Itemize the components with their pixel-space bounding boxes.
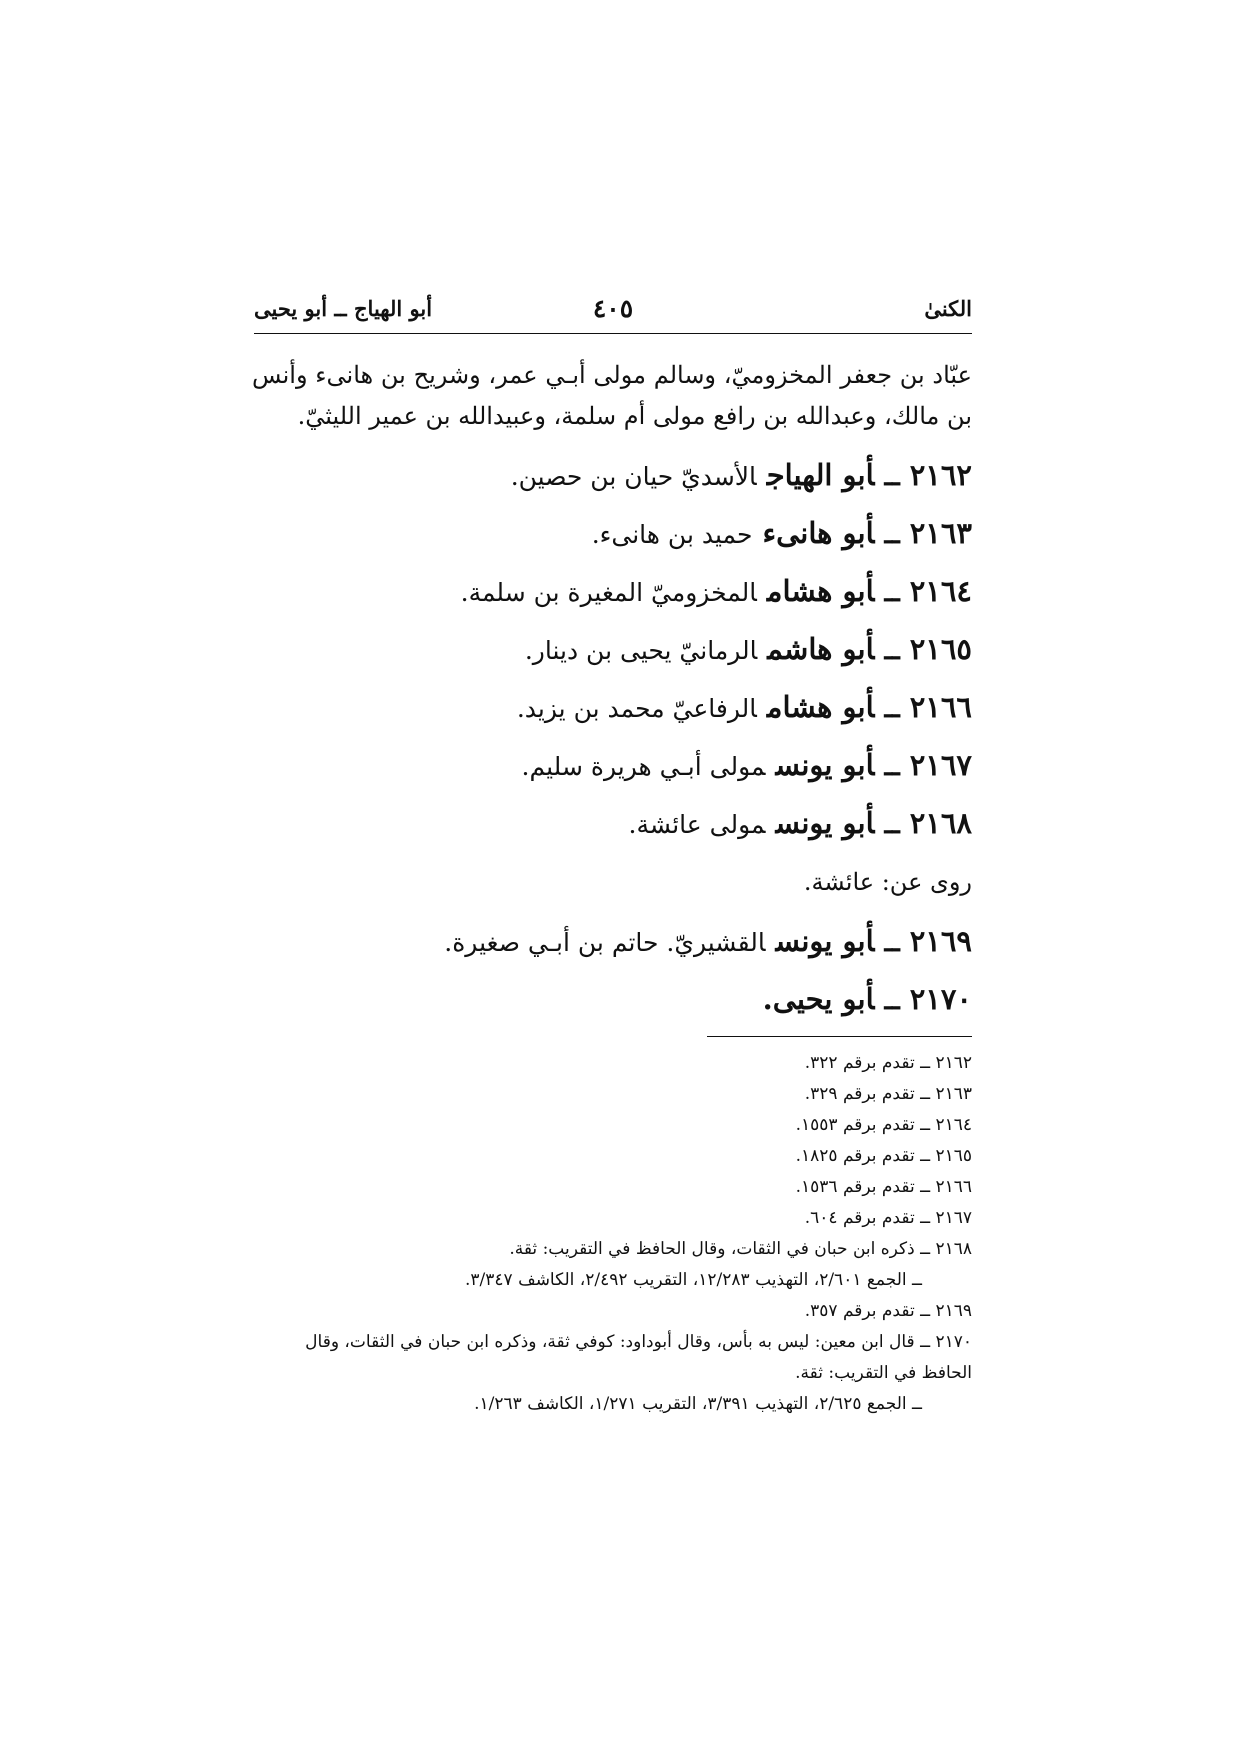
entry-dash: ــ: [884, 520, 900, 550]
entry-dash: ــ: [884, 928, 900, 958]
footnote-text: ــ ذكره ابن حبان في الثقات، وقال الحافظ في التقريب: ثقة.: [509, 1239, 931, 1259]
footnote: [250, 1172, 972, 1203]
footnote-text: ــ تقدم برقم ١٥٥٣.: [795, 1115, 931, 1135]
footnote-text: ــ الجمع ٢/٦٢٥، التهذيب ٣/٣٩١، التقريب ١/٢٧١، الكاشف ١/٢٦٣.: [474, 1394, 922, 1414]
footnote: [250, 1296, 972, 1327]
entry-text: الرفاعيّ محمد بن يزيد.: [516, 694, 757, 723]
entry-number: ٢١٦٦: [909, 690, 972, 724]
entry-kunya: أبو يونس: [775, 748, 875, 782]
footnote-number: ٢١٦٤: [935, 1115, 972, 1135]
footnote-separator: [707, 1036, 972, 1037]
footnote-text: ــ تقدم برقم ٣٥٧.: [804, 1301, 931, 1321]
entry-list: [252, 446, 972, 1028]
entry-text: حميد بن هانىء.: [591, 520, 753, 549]
entry-2168: [252, 794, 972, 852]
footnote-references: [250, 1265, 972, 1296]
entry-kunya: أبو الهياج: [766, 458, 875, 492]
narration-note: روى عن: عائشة.: [803, 868, 972, 896]
header-rule: [254, 333, 972, 334]
footnote: [250, 1048, 972, 1079]
entry-2167: [252, 736, 972, 794]
footnote-text: ــ تقدم برقم ٣٢٩.: [804, 1084, 931, 1104]
footnote-number: ٢١٦٧: [935, 1208, 972, 1228]
entry-dash: ــ: [884, 636, 900, 666]
header-chapter-title: الكنىٰ: [924, 296, 972, 321]
footnotes: [250, 1048, 972, 1420]
footnote-number: ٢١٦٥: [935, 1146, 972, 1166]
entry-number: ٢١٦٨: [909, 806, 972, 840]
entry-dash: ــ: [884, 694, 900, 724]
entry-kunya: أبو هشام: [766, 574, 875, 608]
entry-2169: [252, 912, 972, 970]
entry-2165: [252, 620, 972, 678]
entry-number: ٢١٦٤: [909, 574, 972, 608]
intro-paragraph: عبّاد بن جعفر المخزوميّ، وسالم مولى أبـي عمر، وشريح بن هانىء وأنس بن مالك، وعبدالله بن رافع مولى أم سلمة، وعبيدالله بن عمير الليثيّ.: [252, 361, 972, 430]
footnote: [250, 1327, 972, 1389]
running-header: [254, 296, 972, 332]
entry-kunya: أبو هانىء: [762, 516, 875, 550]
footnote: [250, 1079, 972, 1110]
entry-number: ٢١٦٢: [909, 458, 972, 492]
footnote-text: ــ قال ابن معين: ليس به بأس، وقال أبوداود: كوفي ثقة، وذكره ابن حبان في الثقات، وقال الحافظ في التقريب: ثقة.: [305, 1332, 972, 1383]
footnote-number: ٢١٧٠: [935, 1332, 972, 1352]
entry-kunya: أبو هاشم: [767, 632, 875, 666]
footnote: [250, 1110, 972, 1141]
entry-dash: ــ: [884, 462, 900, 492]
entry-2163: [252, 504, 972, 562]
footnote-number: ٢١٦٨: [935, 1239, 972, 1259]
entry-number: ٢١٧٠: [909, 982, 972, 1016]
entry-text: الأسديّ حيان بن حصين.: [510, 462, 757, 491]
entry-text: الرمانيّ يحيى بن دينار.: [524, 636, 758, 665]
footnote-text: ــ تقدم برقم ٦٠٤.: [804, 1208, 931, 1228]
footnote-text: ــ الجمع ٢/٦٠١، التهذيب ١٢/٢٨٣، التقريب ٢/٤٩٢، الكاشف ٣/٣٤٧.: [465, 1270, 922, 1290]
entry-text: مولى أبـي هريرة سليم.: [521, 752, 766, 781]
entry-text: القشيريّ. حاتم بن أبـي صغيرة.: [444, 928, 766, 957]
entry-dash: ــ: [884, 986, 900, 1016]
footnote: [250, 1141, 972, 1172]
entry-kunya: أبو هشام: [766, 690, 875, 724]
entry-number: ٢١٦٣: [909, 516, 972, 550]
footnote-text: ــ تقدم برقم ١٥٣٦.: [795, 1177, 931, 1197]
entry-2170: [252, 970, 972, 1028]
entry-dash: ــ: [884, 752, 900, 782]
entry-kunya: أبو يونس: [775, 806, 875, 840]
footnote: [250, 1203, 972, 1234]
footnote-references: [250, 1389, 972, 1420]
page-number: ٤٠٥: [592, 294, 634, 323]
footnote-text: ــ تقدم برقم ٣٢٢.: [804, 1053, 931, 1073]
footnote-number: ٢١٦٢: [935, 1053, 972, 1073]
footnote: [250, 1234, 972, 1265]
entry-number: ٢١٦٧: [909, 748, 972, 782]
entry-kunya: أبو يونس: [775, 924, 875, 958]
entry-kunya: أبو يحيى.: [762, 982, 875, 1016]
entry-2162: [252, 446, 972, 504]
footnote-text: ــ تقدم برقم ١٨٢٥.: [795, 1146, 931, 1166]
footnote-number: ٢١٦٩: [935, 1301, 972, 1321]
entry-number: ٢١٦٥: [909, 632, 972, 666]
entry-text: المخزوميّ المغيرة بن سلمة.: [460, 578, 757, 607]
entry-2164: [252, 562, 972, 620]
footnote-number: ٢١٦٣: [935, 1084, 972, 1104]
header-range-title: أبو الهياج ــ أبو يحيى: [254, 296, 433, 321]
entry-dash: ــ: [884, 578, 900, 608]
entry-number: ٢١٦٩: [909, 924, 972, 958]
entry-2166: [252, 678, 972, 736]
footnote-number: ٢١٦٦: [935, 1177, 972, 1197]
entry-text: مولى عائشة.: [628, 810, 766, 839]
entry-dash: ــ: [884, 810, 900, 840]
